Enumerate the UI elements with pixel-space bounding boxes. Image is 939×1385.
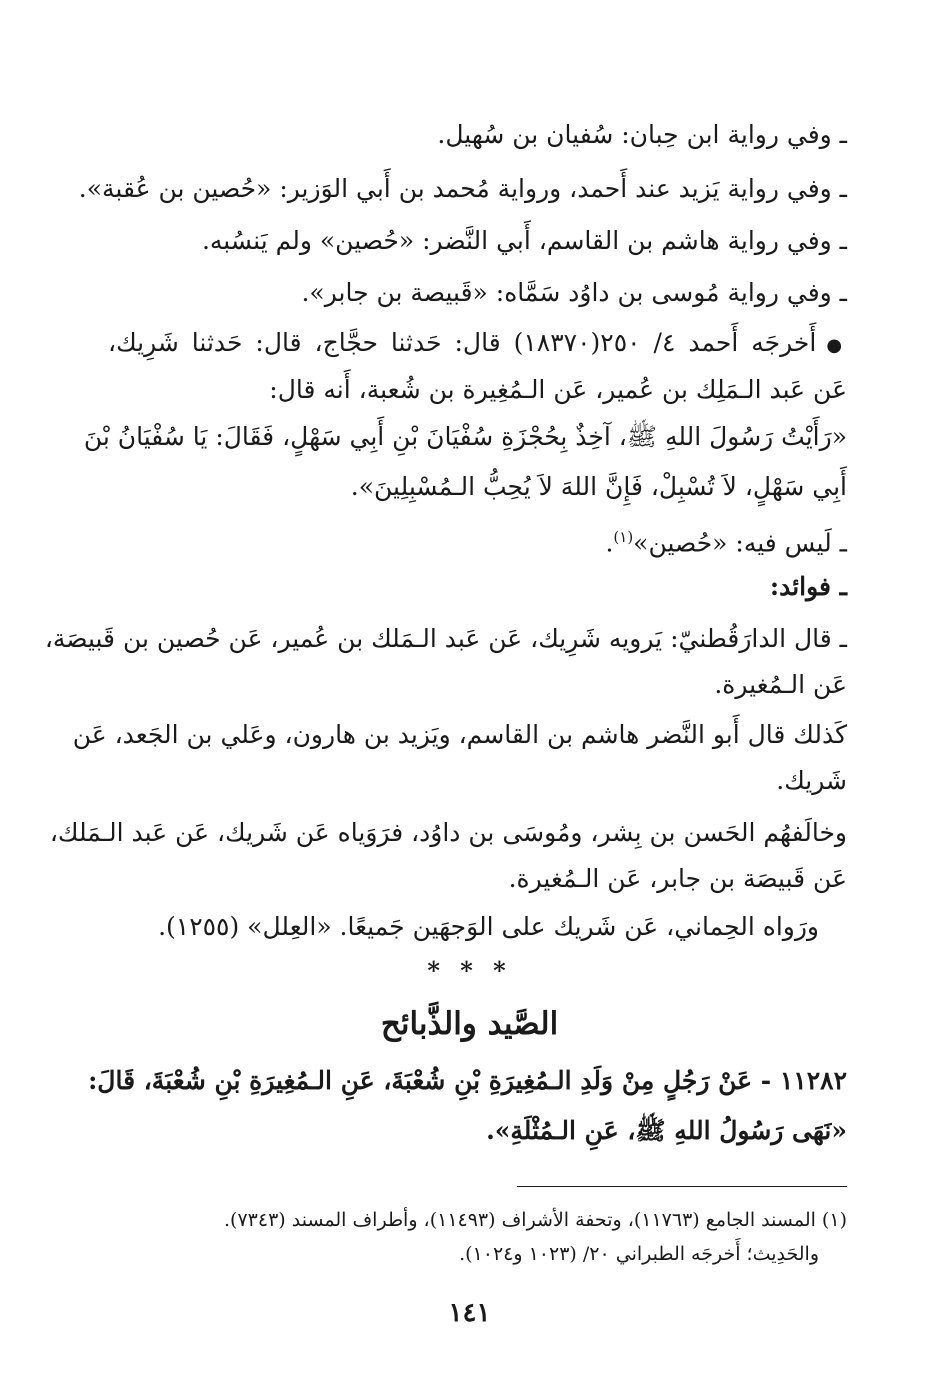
note-text: ـ لَيس فيه: «حُصين»: [633, 528, 847, 558]
hadith-text-line-1: «رَأَيْتُ رَسُولَ اللهِ ﷺ، آخِذٌ بِحُجْزَةِ سُفْيَانَ بْنِ أَبِي سَهْلٍ، فَقَالَ: يَا سُفْيَانُ بْنَ: [83, 422, 847, 451]
text-line-11: ـ قال الدارَقُطنيّ: يَرويه شَرِيك، عَن عَبد الـمَلك بن عُمير، عَن حُصين بن قَبيصَة،: [44, 624, 847, 653]
text-line-12: عَن الـمُغيرة.: [714, 670, 847, 699]
text-line-13: كَذلك قال أَبو النَّضر هاشم بن القاسم، ويَزيد بن هارون، وعَلي بن الجَعد، عَن: [72, 720, 847, 749]
hadith-source-line: [108, 326, 847, 363]
text-line-2: ـ وفي رواية يَزيد عند أَحمد، ورواية مُحمد بن أَبي الوَزير: «حُصين بن عُقبة».: [78, 174, 847, 203]
hadith-text-line-2: أَبِي سَهْلٍ، لاَ تُسْبِلْ، فَإِنَّ اللهَ لاَ يُحِبُّ الـمُسْبِلِينَ».: [350, 472, 847, 501]
text-line-1: ـ وفي رواية ابن حِبان: سُفيان بن سُهيل.: [437, 120, 847, 149]
text-line-3: ـ وفي رواية هاشم بن القاسم، أَبي النَّضر: «حُصين» ولم يَنسُبه.: [201, 226, 847, 255]
text-line-6: عَن عَبد الـمَلِك بن عُمير، عَن الـمُغِيرة بن شُعبة، أَنه قال:: [269, 375, 847, 404]
text-line-17: ورَواه الحِماني، عَن شَريك على الوَجهَين جَميعًا. «العِلل» (١٢٥٥).: [158, 912, 819, 941]
text-line-14: شَريك.: [776, 766, 847, 795]
footnote-1: (١) المسند الجامع (١١٧٦٣)، وتحفة الأشراف (١١٤٩٣)، وأطراف المسند (٧٣٤٣).: [224, 1209, 847, 1231]
section-title: الصَّيد والذَّبائح: [380, 1006, 559, 1042]
section-separator-stars: * * *: [427, 956, 512, 985]
note-line: [605, 520, 847, 560]
hadith-text-line: «نَهَى رَسُولُ اللهِ ﷺ، عَنِ الـمُثْلَةِ».: [486, 1116, 847, 1145]
footnote-2: والحَدِيث؛ أَخرجَه الطبراني ٢٠/ (١٠٢٣ و١٠٢٤).: [459, 1243, 819, 1265]
text-line-15: وخالَفهُم الحَسن بن بِشر، ومُوسَى بن داوُد، فرَوَياه عَن شَريك، عَن عَبد الـمَلك،: [49, 818, 847, 847]
benefits-heading: ـ فوائد:: [769, 572, 847, 601]
page-number: ١٤١: [448, 1298, 491, 1328]
footnote-divider: [517, 1186, 847, 1187]
bullet-icon: ●: [826, 335, 848, 356]
text-line-16: عَن قَبيصَة بن جابر، عَن الـمُغيرة.: [508, 864, 847, 893]
footnote-ref: (١): [613, 528, 634, 546]
note-end: .: [605, 528, 614, 558]
text-line-4: ـ وفي رواية مُوسى بن داوُد سَمَّاه: «قَبيصة بن جابر».: [301, 278, 847, 307]
source-text: أَخرجَه أَحمد ٤/ ٢٥٠(١٨٣٧٠) قال: حَدثنا حجَّاج، قال: حَدثنا شَرِيك،: [108, 328, 817, 357]
hadith-number-line: ١١٢٨٢ - عَنْ رَجُلٍ مِنْ وَلَدِ الـمُغِيرَةِ بْنِ شُعْبَةَ، عَنِ الـمُغِيرَةِ بْنِ شُعْبَةَ، قَالَ:: [88, 1066, 847, 1095]
